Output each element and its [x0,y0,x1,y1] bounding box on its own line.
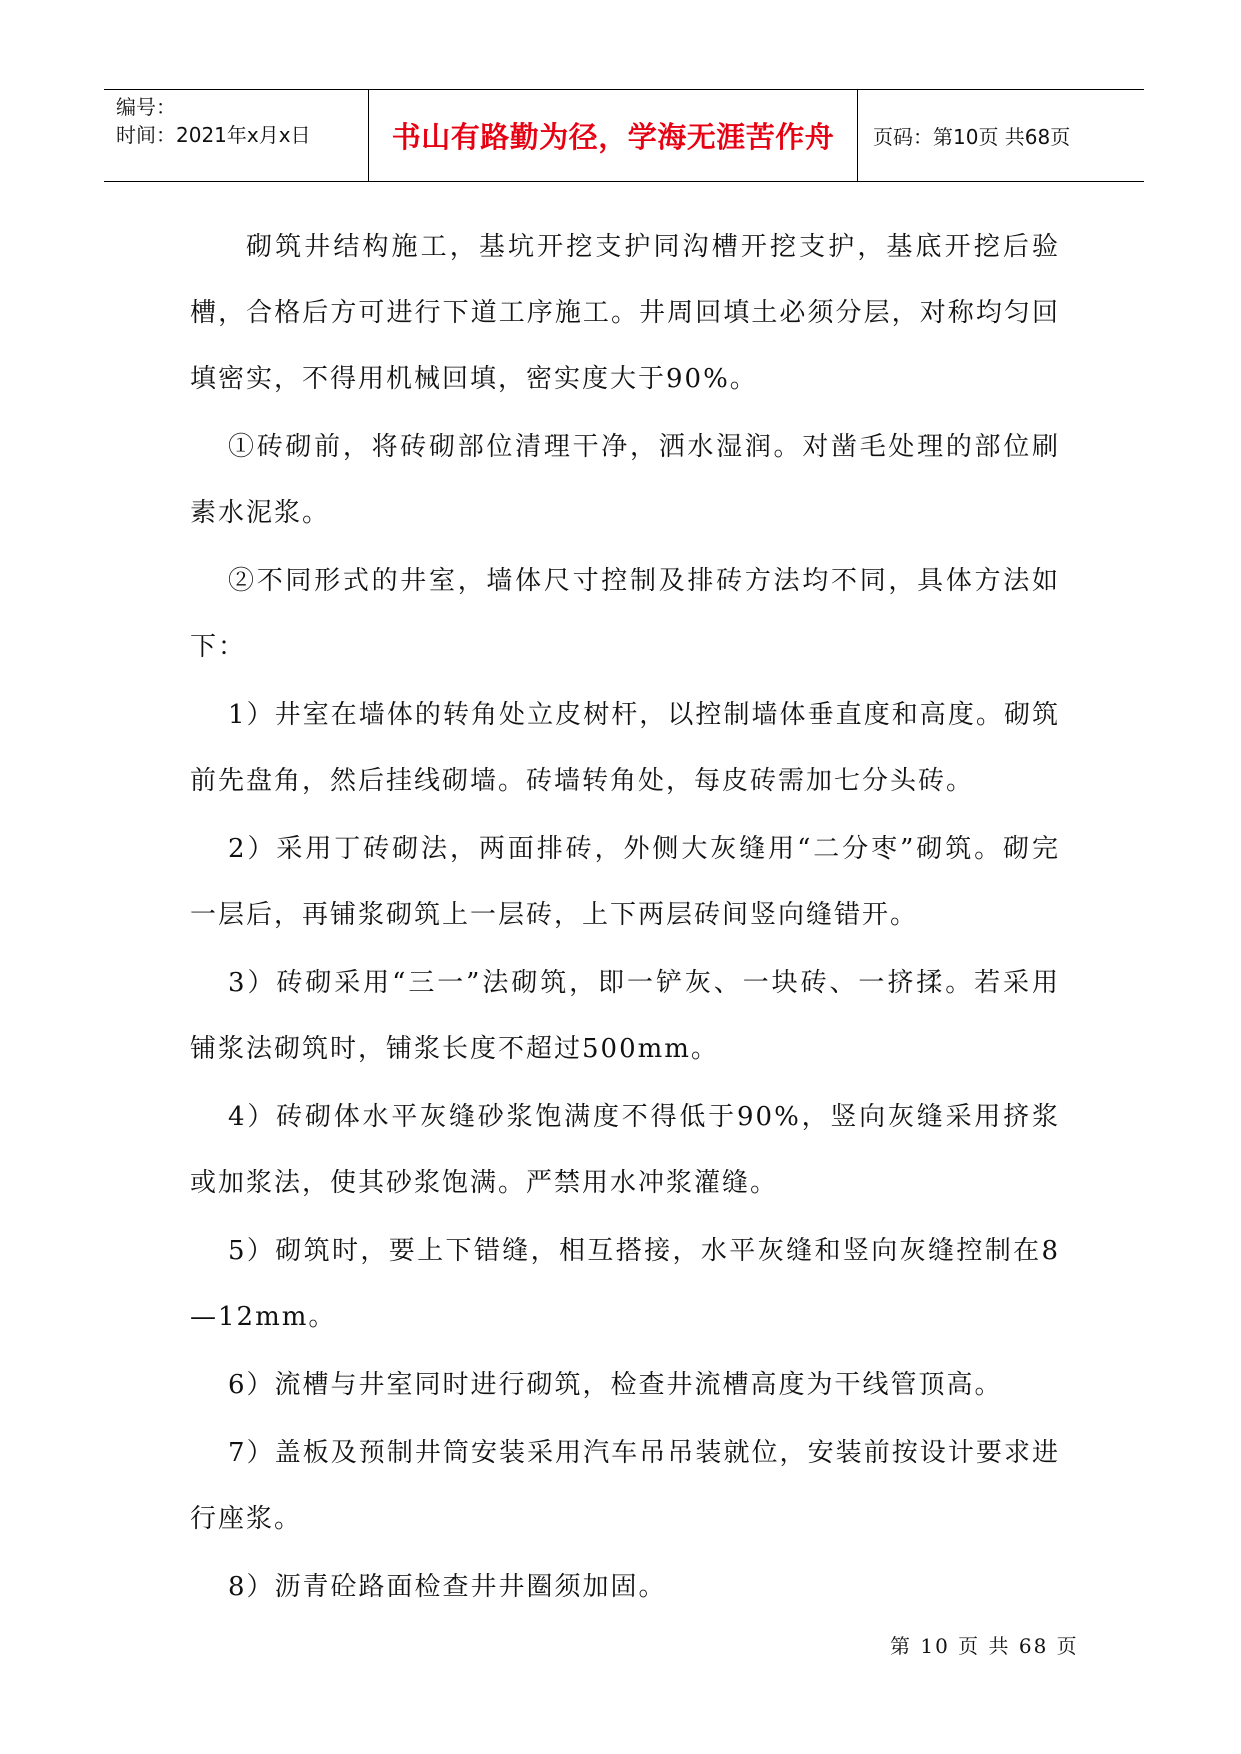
page-header [104,89,1144,182]
motto-text: 书山有路勤为径，学海无涯苦作舟 [391,120,835,154]
header-motto-cell [369,90,858,181]
page-footer: 第 10 页 共 68 页 [890,1634,1079,1658]
paragraph: 8）沥青砼路面检查井井圈须加固。 [228,1572,667,1602]
paragraph: 4）砖砌体水平灰缝砂浆饱满度不得低于90%，竖向灰缝采用挤浆或加浆法，使其砂浆饱满。严禁用水冲浆灌缝。 [190,1102,1060,1198]
paragraph: 5）砌筑时，要上下错缝，相互搭接，水平灰缝和竖向灰缝控制在8—12mm。 [190,1236,1060,1332]
number-label: 编号： [116,95,176,119]
page-info-text: 页码：第10页 共68页 [873,125,1071,149]
paragraph: 3）砖砌采用“三一”法砌筑，即一铲灰、一块砖、一挤揉。若采用铺浆法砌筑时，铺浆长度不超过500mm。 [190,968,1060,1064]
paragraph: ②不同形式的井室，墙体尺寸控制及排砖方法均不同，具体方法如下： [190,566,1060,662]
document-body [190,214,1060,1622]
paragraph: 7）盖板及预制井筒安装采用汽车吊吊装就位，安装前按设计要求进行座浆。 [190,1438,1060,1534]
paragraph: 2）采用丁砖砌法，两面排砖，外侧大灰缝用“二分枣”砌筑。砌完一层后，再铺浆砌筑上一层砖，上下两层砖间竖向缝错开。 [190,834,1060,930]
header-page-info [858,90,1144,181]
paragraph: 6）流槽与井室同时进行砌筑，检查井流槽高度为干线管顶高。 [228,1370,1003,1400]
time-label: 时间：2021年x月x日 [116,123,311,147]
paragraph: ①砖砌前，将砖砌部位清理干净，洒水湿润。对凿毛处理的部位刷素水泥浆。 [190,432,1060,528]
paragraph: 1）井室在墙体的转角处立皮树杆，以控制墙体垂直度和高度。砌筑前先盘角，然后挂线砌墙。砖墙转角处，每皮砖需加七分头砖。 [190,700,1060,796]
header-meta [104,90,369,181]
paragraph: 砌筑井结构施工，基坑开挖支护同沟槽开挖支护，基底开挖后验槽，合格后方可进行下道工序施工。井周回填土必须分层，对称均匀回填密实，不得用机械回填，密实度大于90%。 [190,232,1060,394]
